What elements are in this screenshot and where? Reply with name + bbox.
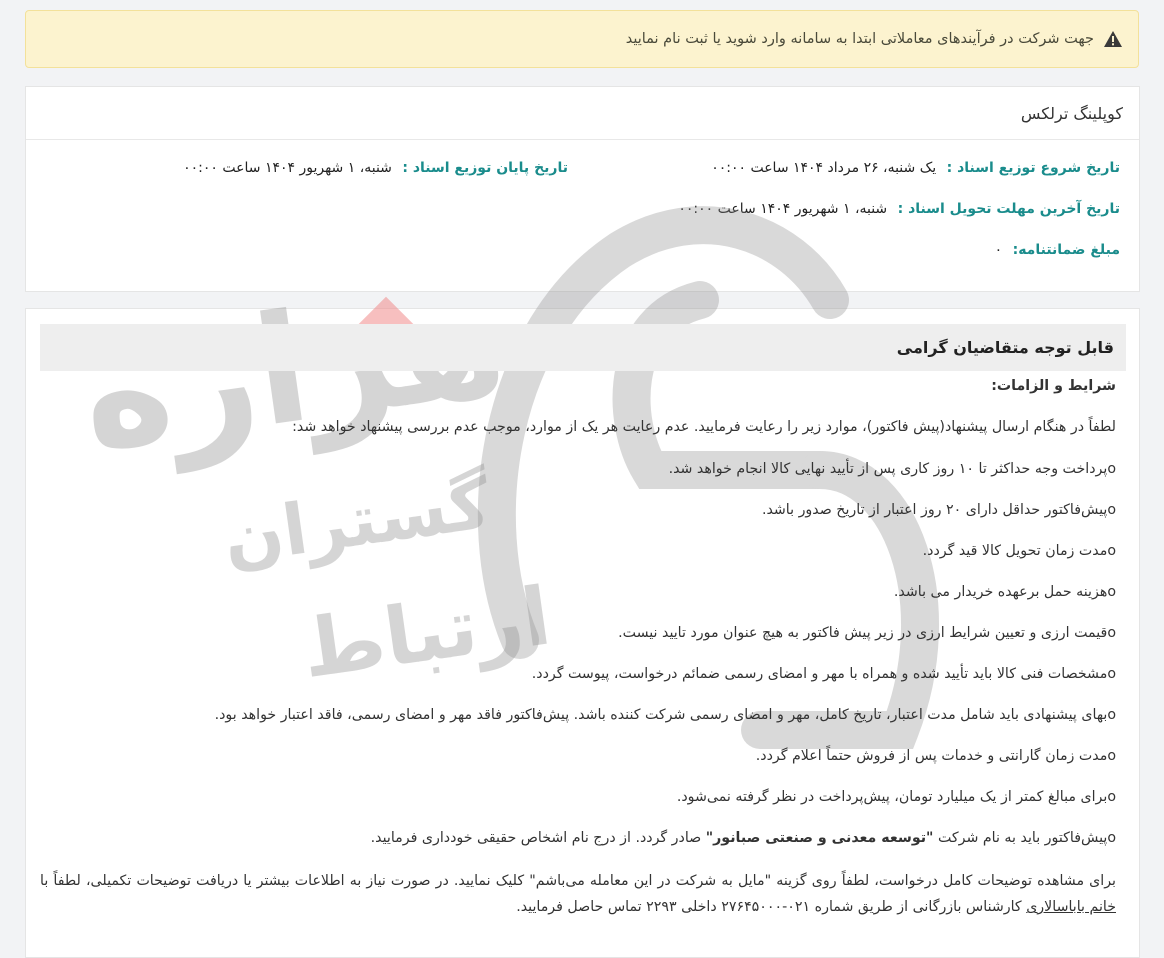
condition-item: oمدت زمان گارانتی و خدمات پس از فروش حتماً اعلام گردد. (755, 748, 1116, 764)
login-warning-alert (25, 10, 1139, 68)
end-date-value: شنبه، ۱ شهریور ۱۴۰۴ ساعت ۰۰:۰۰ (183, 160, 392, 176)
condition-item-company (371, 830, 1116, 846)
condition-item: oهزینه حمل برعهده خریدار می باشد. (893, 584, 1116, 600)
company-item-pre: oپیش‌فاکتور باید به نام شرکت (937, 830, 1116, 846)
end-date-label: تاریخ پایان توزیع اسناد : (402, 160, 568, 176)
guarantee-row (995, 242, 1120, 258)
start-date-label: تاریخ شروع توزیع اسناد : (946, 160, 1120, 176)
deadline-label: تاریخ آخرین مهلت تحویل اسناد : (897, 201, 1120, 217)
contact-text-post: کارشناس بازرگانی از طریق شماره ۰۲۱-۲۷۶۴۵۰۰۰ داخلی ۲۲۹۳ تماس حاصل فرمایید. (516, 899, 1022, 915)
contact-paragraph (40, 868, 1116, 920)
condition-item: oبهای پیشنهادی باید شامل مدت اعتبار، تاریخ کامل، مهر و امضای رسمی شرکت کننده باشد. پیش‌فاکتور فاقد مهر و امضای رسمی، فاقد اعتبار خواهد بود. (214, 707, 1116, 723)
condition-item: oقیمت ارزی و تعیین شرایط ارزی در زیر پیش فاکتور به هیچ عنوان مورد تایید نیست. (618, 625, 1116, 641)
deadline-value: شنبه، ۱ شهریور ۱۴۰۴ ساعت ۰۰:۰۰ (678, 201, 888, 217)
condition-item: oبرای مبالغ کمتر از یک میلیارد تومان، پیش‌پرداخت در نظر گرفته نمی‌شود. (676, 789, 1116, 805)
tender-title: کوپلینگ ترلکس (26, 87, 1139, 140)
contact-text-pre: برای مشاهده توضیحات کامل درخواست، لطفاً روی گزینه "مایل به شرکت در این معامله می‌باشم" کلیک نمایید. در صورت نیاز به اطلاعات بیشتر یا دریافت توضیحات تکمیلی، لطفاً با (40, 873, 1116, 889)
condition-item: oپیش‌فاکتور حداقل دارای ۲۰ روز اعتبار از تاریخ صدور باشد. (761, 502, 1116, 518)
watermark-sub1-text: گستران (218, 461, 495, 581)
company-item-post: صادر گردد. از درج نام اشخاص حقیقی خودداری فرمایید. (370, 830, 702, 846)
conditions-subheading: شرایط و الزامات: (991, 378, 1116, 394)
deadline-row (678, 201, 1120, 217)
tender-info-card (25, 86, 1140, 292)
condition-item: oمدت زمان تحویل کالا قید گردد. (922, 543, 1116, 559)
company-name: "توسعه معدنی و صنعتی صبانور" (705, 830, 934, 846)
start-date-value: یک شنبه، ۲۶ مرداد ۱۴۰۴ ساعت ۰۰:۰۰ (711, 160, 937, 176)
condition-item: oمشخصات فنی کالا باید تأیید شده و همراه با مهر و امضای رسمی ضمائم درخواست، پیوست گردد. (531, 666, 1116, 682)
guarantee-label: مبلغ ضمانتنامه: (1012, 242, 1120, 258)
notice-heading: قابل توجه متقاضیان گرامی (40, 324, 1126, 371)
guarantee-value: ۰ (994, 242, 1003, 258)
warning-icon (1104, 31, 1122, 47)
condition-item: oپرداخت وجه حداکثر تا ۱۰ روز کاری پس از تأیید نهایی کالا انجام خواهد شد. (668, 461, 1116, 477)
conditions-intro: لطفاً در هنگام ارسال پیشنهاد(پیش فاکتور)، موارد زیر را رعایت فرمایید. عدم رعایت هر یک از موارد، موجب عدم بررسی پیشنهاد خواهد شد: (292, 419, 1116, 435)
end-date-row (183, 160, 568, 176)
start-date-row (711, 160, 1120, 176)
contact-name: خانم باباسالاری (1026, 899, 1116, 915)
alert-text: جهت شرکت در فرآیندهای معاملاتی ابتدا به سامانه وارد شوید یا ثبت نام نمایید (625, 31, 1094, 47)
watermark-sub2-text: ارتباط (296, 569, 557, 697)
